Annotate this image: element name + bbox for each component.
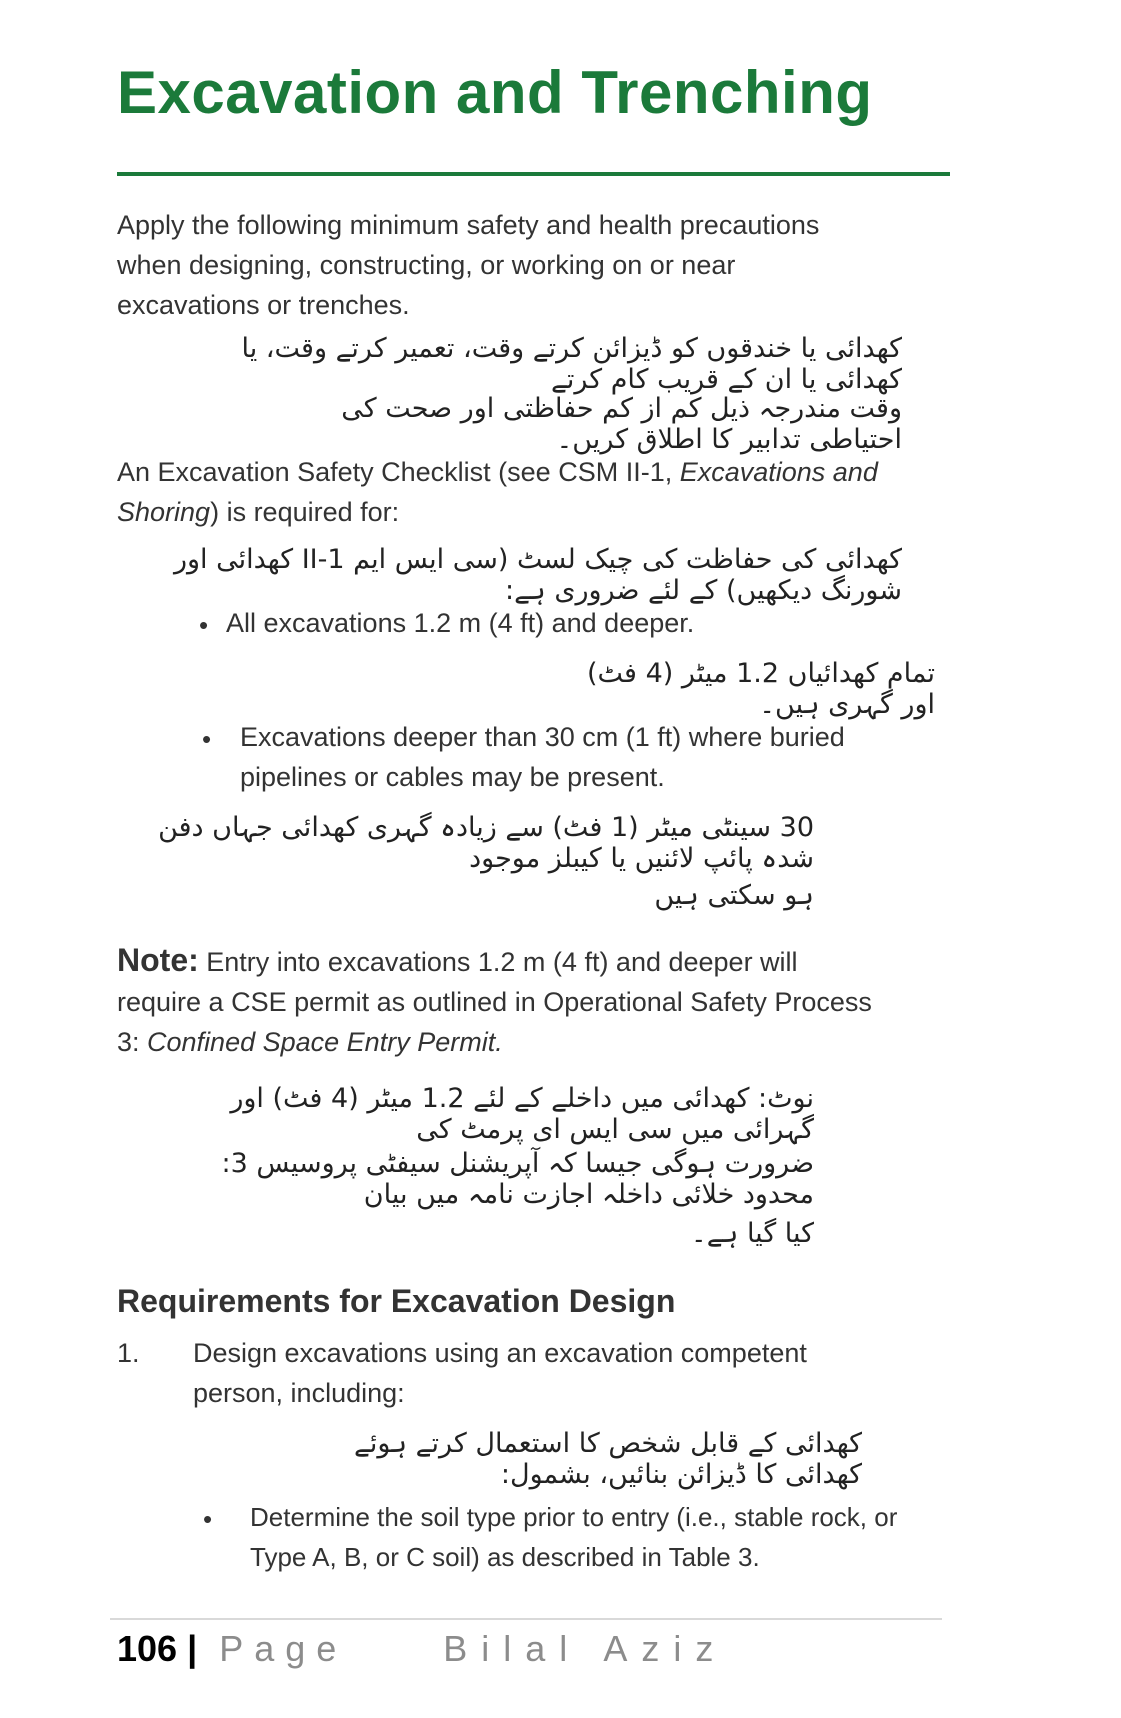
bullet-1-text-en: All excavations 1.2 m (4 ft) and deeper.: [226, 608, 695, 638]
bullet-2-dot: •: [202, 724, 212, 754]
note-text-ur-line2: ضرورت ہوگی جیسا کہ آپریشنل سیفٹی پروسیس 3: محدود خلائی داخلہ اجازت نامہ میں بیان: [221, 1148, 814, 1210]
note-label: Note:: [117, 942, 199, 978]
author-name: Bilal Aziz: [443, 1628, 728, 1669]
note-permit-reference: Confined Space Entry Permit.: [147, 1027, 503, 1057]
bullet-2-text-en: Excavations deeper than 30 cm (1 ft) where buried pipelines or cables may be present.: [240, 722, 845, 792]
intro-text-en: Apply the following minimum safety and health precautions when designing, constructing, or working on or near excavations or trenches.: [117, 210, 820, 320]
bullet-2-text-ur-line1: 30 سینٹی میٹر (1 فٹ) سے زیادہ گہری کھدائی جہاں دفن شدہ پائپ لائنیں یا کیبلز موجود: [158, 812, 814, 874]
checklist-text-en: [117, 452, 927, 532]
sub-bullet-dot: •: [203, 1504, 213, 1534]
sub-bullet-text-en: Determine the soil type prior to entry (i.e., stable rock, or Type A, B, or C soil) as described in Table 3.: [250, 1502, 898, 1572]
checklist-csm-reference: Excavations and Shoring: [117, 457, 878, 527]
note-text-ur-line3: کیا گیا ہے۔: [690, 1218, 814, 1249]
checklist-text-pre: An Excavation Safety Checklist (see CSM II-1,: [117, 457, 680, 487]
checklist-text-post: ) is required for:: [210, 497, 400, 527]
footer-divider: [110, 1618, 942, 1620]
note-text-en: [117, 940, 877, 1062]
bullet-1-dot: •: [199, 610, 209, 640]
page-footer: [117, 1628, 727, 1670]
bullet-2-text-ur-line2: ہو سکتی ہیں: [654, 880, 814, 911]
section-heading: Requirements for Excavation Design: [117, 1283, 676, 1319]
note-text-ur-line1: نوٹ: کھدائی میں داخلے کے لئے 1.2 میٹر (4 فٹ) اور گہرائی میں سی ایس ای پرمٹ کی: [230, 1083, 814, 1145]
page-label: Page: [219, 1628, 348, 1669]
intro-text-ur-line2: وقت مندرجہ ذیل کم از کم حفاظتی اور صحت کی احتیاطی تدابیر کا اطلاق کریں۔: [341, 393, 902, 455]
footer-separator: |: [187, 1628, 198, 1669]
intro-text-ur-line1: کھدائی یا خندقوں کو ڈیزائن کرتے وقت، تعمیر کرتے وقت، یا کھدائی یا ان کے قریب کام کرتے: [241, 333, 902, 395]
list-item-1-text-ur: کھدائی کے قابل شخص کا استعمال کرتے ہوئے کھدائی کا ڈیزائن بنائیں، بشمول:: [354, 1428, 862, 1490]
list-item-1-text-en: Design excavations using an excavation competent person, including:: [193, 1338, 807, 1408]
checklist-text-ur: کھدائی کی حفاظت کی چیک لسٹ (سی ایس ایم II-1 کھدائی اور شورنگ دیکھیں) کے لئے ضروری ہے:: [173, 544, 902, 606]
note-text-body: Entry into excavations 1.2 m (4 ft) and deeper will require a CSE permit as outlined in Operational Safety Process 3:: [117, 947, 872, 1057]
list-item-1-number: 1.: [117, 1338, 140, 1368]
bullet-1-text-ur: تمام کھدائیاں 1.2 میٹر (4 فٹ) اور گہری ہیں۔: [587, 658, 935, 720]
page-title: Excavation and Trenching: [117, 59, 873, 126]
title-divider: [117, 172, 950, 176]
page-number: 106: [117, 1628, 178, 1669]
